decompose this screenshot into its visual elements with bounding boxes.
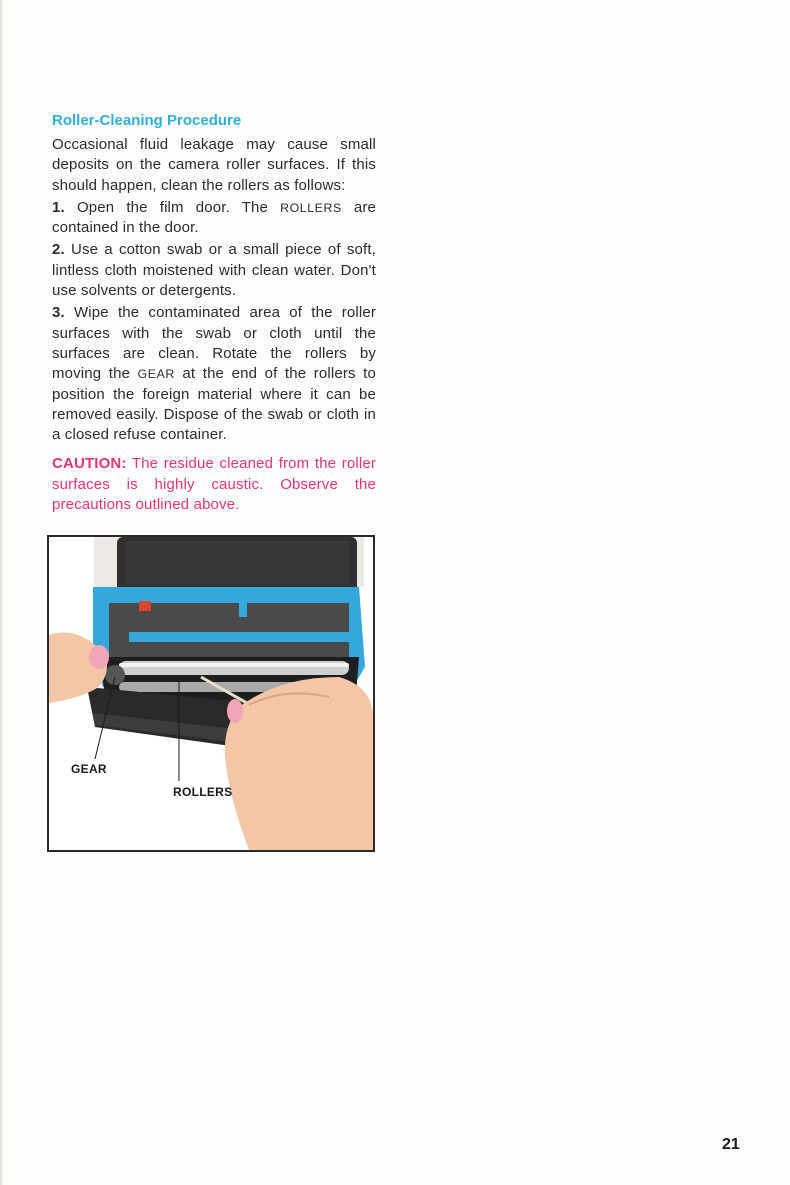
- step-3: [52, 303, 376, 445]
- step-text: are contained in the door.: [52, 198, 377, 237]
- term-gear: GEAR: [137, 367, 175, 382]
- text-column: [52, 112, 376, 515]
- section-heading: Roller-Cleaning Procedure: [52, 112, 242, 129]
- page-number: 21: [722, 1136, 740, 1153]
- right-hand: [225, 677, 373, 850]
- rollers-callout: ROLLERS: [173, 785, 233, 799]
- step-text: at the end of the rollers to position the foreign material where it can be removed easily. Dispose of the swab or cloth in a closed refuse container.: [52, 365, 376, 444]
- gear-shape: [105, 665, 125, 685]
- roller-cleaning-photo: [47, 535, 375, 852]
- step-number: 3.: [52, 304, 65, 322]
- intro-paragraph: Occasional fluid leakage may cause small deposits on the camera roller surfaces. If this should happen, clean the rollers as follows:: [52, 136, 376, 194]
- page-edge-shadow: [0, 0, 3, 1185]
- caution-label: CAUTION:: [52, 455, 127, 473]
- caution-text: The residue cleaned from the roller surfaces is highly caustic. Observe the precautions outlined above.: [52, 455, 376, 514]
- camera-illustration: [49, 537, 373, 850]
- caution-note: [52, 454, 376, 515]
- step-text: Open the film door. The: [76, 198, 281, 216]
- gear-callout: GEAR: [71, 762, 107, 776]
- step-number: 2.: [52, 241, 65, 259]
- step-text: Use a cotton swab or a small piece of soft, lintless cloth moistened with clean water. Don't use solvents or detergents.: [52, 241, 376, 300]
- term-rollers: ROLLERS: [280, 200, 342, 215]
- step-2: [52, 240, 376, 301]
- step-number: 1.: [52, 198, 65, 216]
- step-1: [52, 198, 376, 239]
- step-text: Wipe the contaminated area of the roller surfaces with the swab or cloth until the surfaces are clean. Rotate the rollers by moving the: [52, 304, 376, 383]
